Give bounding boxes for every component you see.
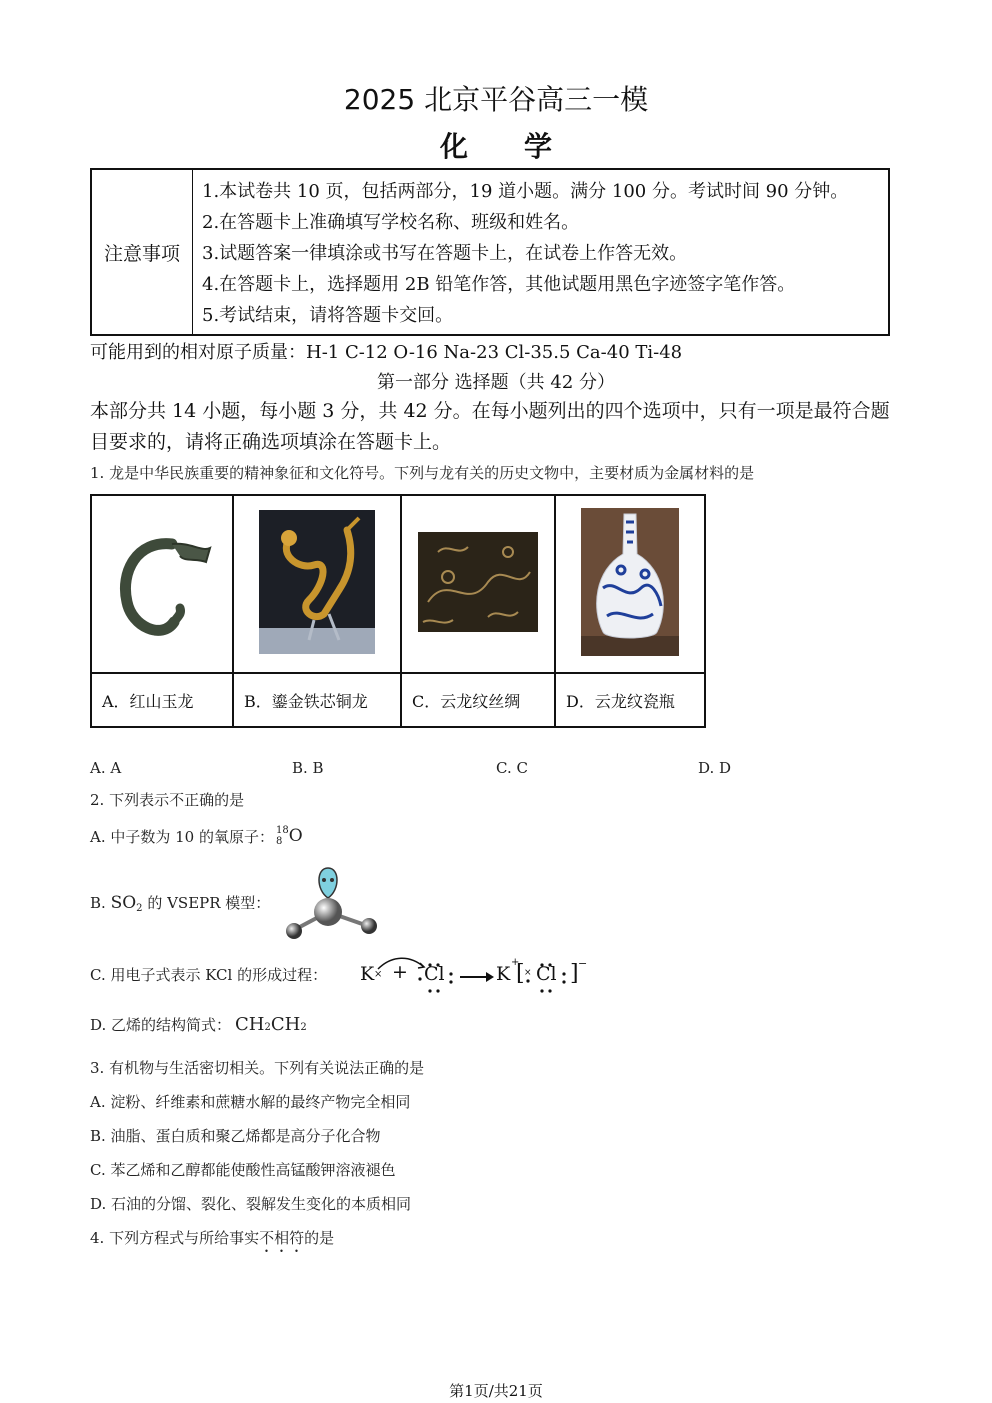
- bronze-dragon-icon: [259, 510, 375, 654]
- q1-caption-c: C．云龙纹丝绸: [401, 673, 555, 727]
- silk-image: [401, 495, 555, 673]
- so2-formula: SO: [110, 893, 137, 913]
- bronze-dragon-image: [233, 495, 401, 673]
- q3-stem: 3. 有机物与生活密切相关。下列有关说法正确的是: [90, 1059, 425, 1077]
- atomic-masses: 可能用到的相对原子质量：H-1 C-12 O-16 Na-23 Cl-35.5 Ca-40 Ti-48: [90, 342, 683, 363]
- q4-stem-a: 4. 下列方程式与所给事实: [90, 1229, 260, 1247]
- plus-sign: +: [392, 961, 408, 983]
- q3-option-a: A. 淀粉、纤维素和蔗糖水解的最终产物完全相同: [90, 1093, 411, 1111]
- right-bracket: ]: [570, 961, 579, 986]
- subject-title: 化学: [439, 130, 608, 163]
- cl-ion-charge: −: [578, 957, 588, 970]
- q2-d-text: D. 乙烯的结构简式：: [90, 1016, 232, 1034]
- cl-atom: Cl: [424, 963, 445, 985]
- left-bracket: [: [516, 961, 525, 986]
- jade-dragon-image: [91, 495, 233, 673]
- ethylene-ch-1: CH: [235, 1014, 265, 1035]
- q2-c-text: C. 用电子式表示 KCl 的形成过程：: [90, 966, 328, 984]
- q2-option-b: [90, 892, 270, 914]
- page-number: 第1页/共21页: [449, 1382, 543, 1400]
- q3-option-c: C. 苯乙烯和乙醇都能使酸性高锰酸钾溶液褪色: [90, 1161, 396, 1179]
- notice-item: 1.本试卷共 10 页，包括两部分，19 道小题。满分 100 分。考试时间 90 分钟。: [202, 181, 849, 202]
- q1-caption-a: A．红山玉龙: [91, 673, 233, 727]
- part1-intro: 本部分共 14 小题，每小题 3 分，共 42 分。在每小题列出的四个选项中，只有一项是最符合题目要求的，请将正确选项填涂在答题卡上。: [90, 400, 890, 453]
- ethylene-sub-1: 2: [264, 1022, 271, 1033]
- silk-dragon-icon: [418, 532, 538, 632]
- q2-b-text: 的 VSEPR 模型：: [147, 894, 271, 912]
- q2-option-d: [90, 1014, 307, 1035]
- isotope-symbol: O: [288, 826, 303, 846]
- notice-item: 2.在答题卡上准确填写学校名称、班级和姓名。: [202, 212, 580, 233]
- isotope-mass: 18: [276, 825, 289, 836]
- q1-option-c: C. C: [496, 759, 528, 777]
- q4-stem-b: 的是: [304, 1229, 335, 1247]
- vase-icon: [581, 508, 679, 656]
- q1-option-a: A. A: [90, 759, 122, 777]
- isotope-number: 8: [276, 836, 283, 847]
- notice-item: 3.试题答案一律填涂或书写在答题卡上，在试卷上作答无效。: [202, 243, 688, 264]
- q1-option-b: B. B: [292, 759, 324, 777]
- q4-stem-emphasis: 不相符: [259, 1229, 305, 1247]
- notice-label: 注意事项: [92, 170, 193, 334]
- cl-ion: Cl: [536, 963, 557, 985]
- exam-title: 2025 北京平谷高三一模: [343, 83, 649, 116]
- q2-a-text: A. 中子数为 10 的氧原子：: [90, 827, 274, 846]
- k-ion-charge: +: [511, 957, 520, 968]
- q1-caption-d: D．云龙纹瓷瓶: [555, 673, 705, 727]
- notice-item: 5.考试结束，请将答题卡交回。: [202, 305, 454, 326]
- ethylene-ch-2: CH: [270, 1014, 301, 1035]
- q3-option-b: B. 油脂、蛋白质和聚乙烯都是高分子化合物: [90, 1127, 381, 1145]
- svg-text:×: ×: [524, 968, 532, 978]
- part1-heading: 第一部分 选择题（共 42 分）: [376, 372, 616, 393]
- k-ion: K: [496, 963, 511, 985]
- notice-box: [90, 168, 890, 336]
- vsepr-model-icon: [280, 864, 384, 944]
- q2-stem: 2. 下列表示不正确的是: [90, 791, 245, 809]
- so2-subscript: 2: [136, 903, 143, 914]
- q2-option-a: [90, 825, 303, 847]
- q1-figure-table: [90, 494, 706, 728]
- k-atom: K: [360, 963, 375, 985]
- q1-stem: 1. 龙是中华民族重要的精神象征和文化符号。下列与龙有关的历史文物中，主要材质为金属材料的是: [90, 464, 755, 482]
- q1-caption-b: B．鎏金铁芯铜龙: [233, 673, 401, 727]
- isotope-notation: [276, 825, 289, 847]
- notice-item: 4.在答题卡上，选择题用 2B 铅笔作答，其他试题用黑色字迹签字笔作答。: [202, 274, 796, 295]
- q3-option-d: D. 石油的分馏、裂化、裂解发生变化的本质相同: [90, 1195, 412, 1213]
- kcl-formation: [358, 955, 588, 995]
- notice-items: [202, 176, 882, 331]
- ethylene-sub-2: 2: [300, 1022, 307, 1033]
- svg-text:×: ×: [374, 969, 383, 980]
- jade-dragon-icon: [102, 522, 222, 642]
- q2-b-prefix: B.: [90, 894, 106, 912]
- q4-stem: [90, 1227, 334, 1256]
- porcelain-vase-image: [555, 495, 705, 673]
- q1-option-d: D. D: [698, 759, 732, 777]
